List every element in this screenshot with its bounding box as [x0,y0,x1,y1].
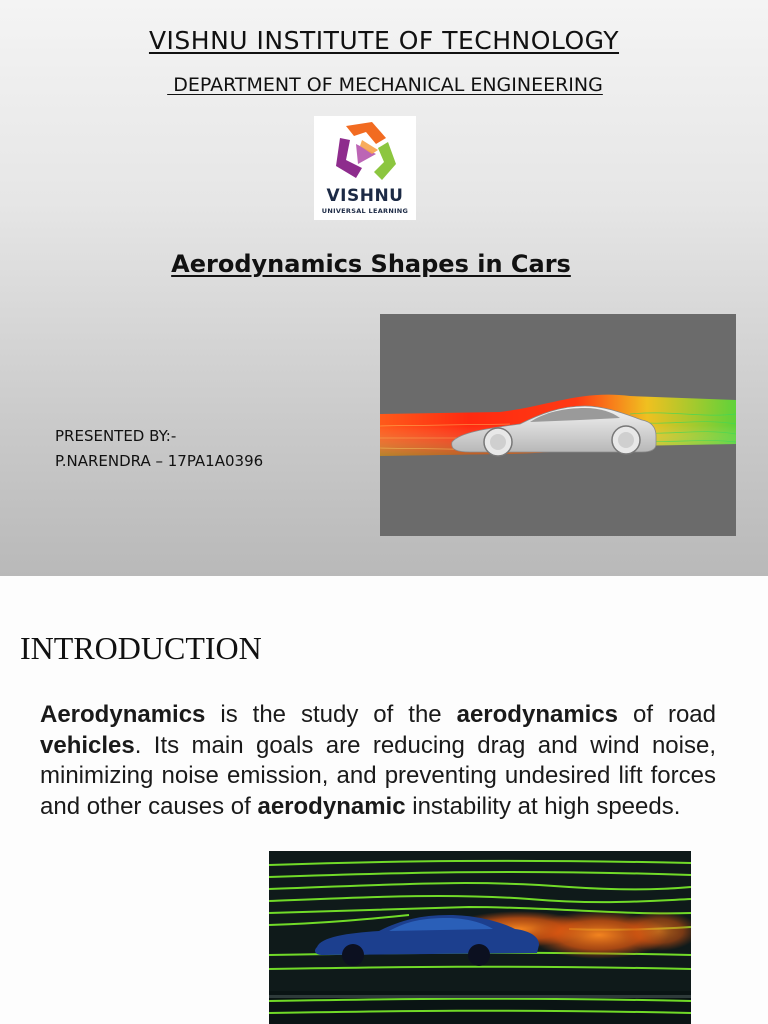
bold-term: aerodynamic [257,792,406,820]
introduction-slide [0,576,768,1024]
bold-term: Aerodynamics [40,701,206,728]
vishnu-logo-icon [332,120,398,186]
car-cfd-simulation-image [380,314,736,536]
bold-term: aerodynamics [456,701,619,728]
section-heading: INTRODUCTION [20,630,262,666]
presenter-block [55,424,263,474]
wind-tunnel-smoke-image [269,851,691,1024]
presentation-title: Aerodynamics Shapes in Cars [171,250,571,278]
text-run: is the study of the [205,701,457,728]
institute-logo [314,116,416,220]
text-run: of road [618,701,716,728]
department-name: DEPARTMENT OF MECHANICAL ENGINEERING [167,74,603,96]
presenter-name: P.NARENDRA – 17PA1A0396 [55,452,264,470]
bold-term: vehicles [40,731,135,759]
institute-name: VISHNU INSTITUTE OF TECHNOLOGY [148,26,620,55]
text-run: . Its main goals are reducing drag and wind noise, minimizing noise emission, and preventing undesired lift forces and other causes of [40,731,716,820]
logo-tagline: UNIVERSAL LEARNING [321,207,409,215]
text-run: instability at high speeds. [405,792,681,820]
intro-paragraph [40,700,716,822]
logo-wordmark: VISHNU [326,186,404,206]
presenter-label: PRESENTED BY:- [55,427,177,445]
